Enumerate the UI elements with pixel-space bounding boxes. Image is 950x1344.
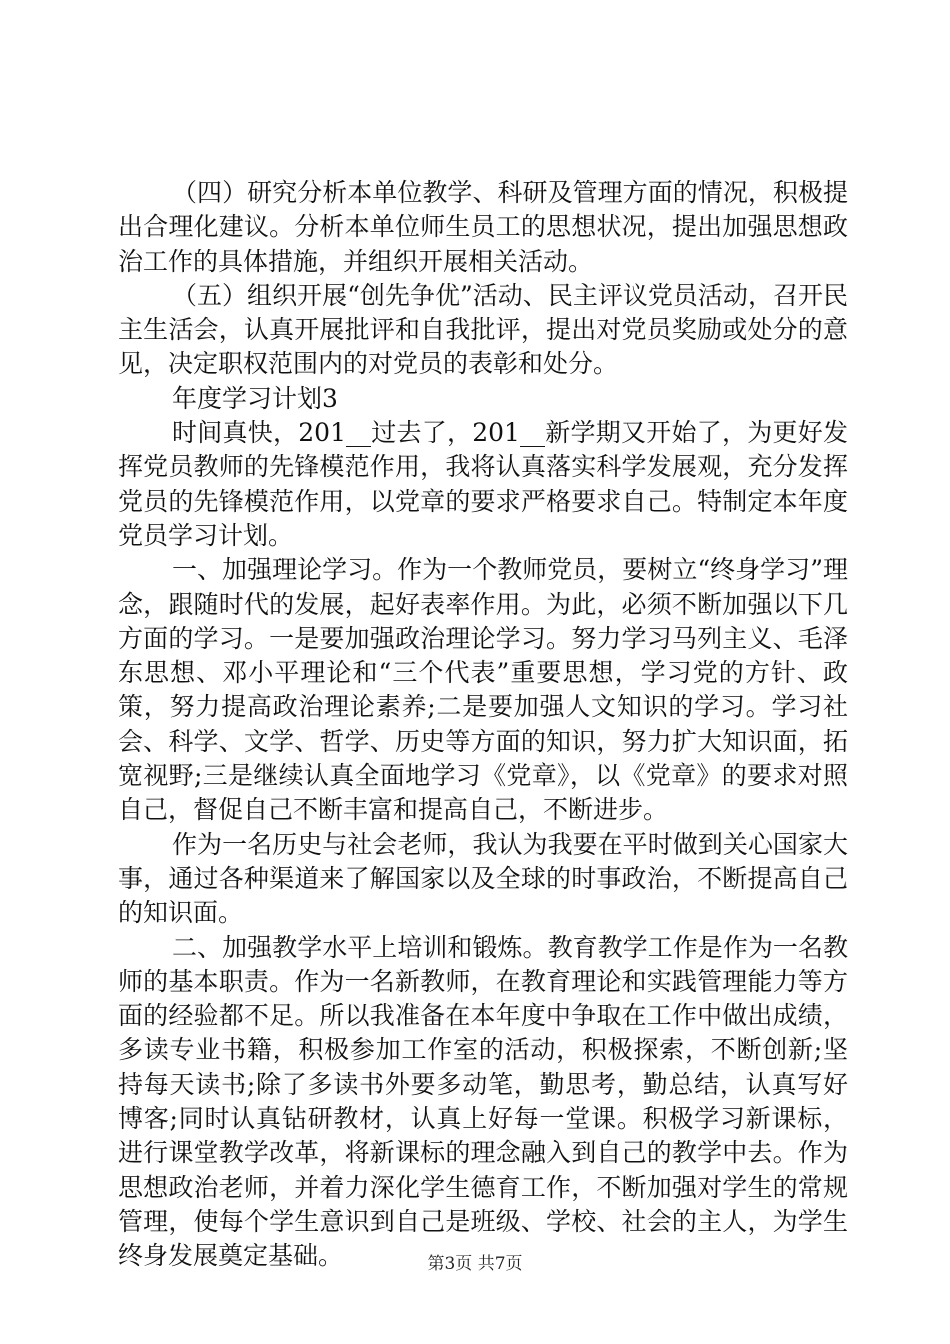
paragraph-theory-study: 一、加强理论学习。作为一个教师党员，要树立“终身学习”理念，跟随时代的发展，起好表率作用。为此，必须不断加强以下几方面的学习。一是要加强政治理论学习。努力学习马列主义、毛泽东思想、邓小平理论和“三个代表”重要思想，学习党的方针、政策，努力提高政治理论素养;二是要加强人文知识的学习。学习社会、科学、文学、哲学、历史等方面的知识，努力扩大知识面，拓宽视野;三是继续认真全面地学习《党章》，以《党章》的要求对照自己，督促自己不断丰富和提高自己，不断进步。 [118, 555, 848, 825]
plan-heading: 年度学习计划3 [172, 383, 338, 413]
paragraph-history-teacher: 作为一名历史与社会老师，我认为我要在平时做到关心国家大事，通过各种渠道来了解国家以及全球的时事政治，不断提高自己的知识面。 [118, 829, 848, 928]
paragraph-teaching-training: 二、加强教学水平上培训和锻炼。教育教学工作是作为一名教师的基本职责。作为一名新教师，在教育理论和实践管理能力等方面的经验都不足。所以我准备在本年度中争取在工作中做出成绩，多读专业书籍，积极参加工作室的活动，积极探索，不断创新;坚持每天读书;除了多读书外要多动笔，勤思考，勤总结，认真写好博客;同时认真钻研教材，认真上好每一堂课。积极学习新课标，进行课堂教学改革，将新课标的理念融入到自己的教学中去。作为思想政治老师，并着力深化学生德育工作，不断加强对学生的常规管理，使每个学生意识到自己是班级、学校、社会的主人，为学生终身发展奠定基础。 [118, 932, 848, 1271]
document-body [118, 176, 848, 1274]
page-number-footer: 第3页 共7页 [427, 1254, 523, 1274]
paragraph-intro: 时间真快，201__过去了，201__新学期又开始了，为更好发挥党员教师的先锋模范作用，我将认真落实科学发展观，充分发挥党员的先锋模范作用，以党章的要求严格要求自己。特制定本年度党员学习计划。 [118, 418, 848, 550]
paragraph-section-5: （五）组织开展“创先争优”活动、民主评议党员活动，召开民主生活会，认真开展批评和自我批评，提出对党员奖励或处分的意见，决定职权范围内的对党员的表彰和处分。 [118, 280, 848, 379]
paragraph-section-4: （四）研究分析本单位教学、科研及管理方面的情况，积极提出合理化建议。分析本单位师生员工的思想状况，提出加强思想政治工作的具体措施，并组织开展相关活动。 [118, 178, 848, 276]
